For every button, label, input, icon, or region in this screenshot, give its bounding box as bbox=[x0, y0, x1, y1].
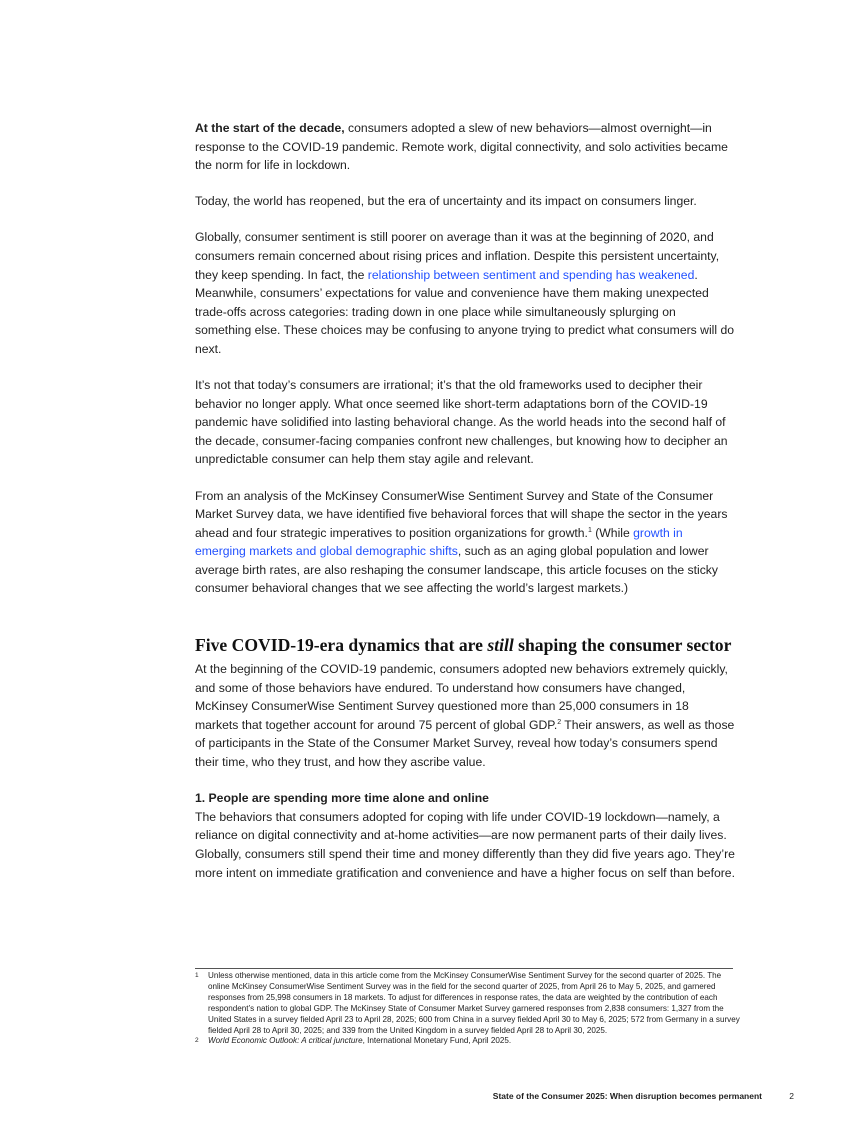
footnote-1: 1 Unless otherwise mentioned, data in this article come from the McKinsey ConsumerWise Sentiment Survey for the second quarter of 2025. The online McKinsey ConsumerWise Sentiment Survey was in the field for the second quarter of 2025, from April 26 to May 5, 2025, and garnered responses from 25,998 consumers in 18 markets. To adjust for differences in response rates, the data are weighted by the contribution of each respondent’s nation to global GDP. The McKinsey State of Consumer Market Survey garnered responses from 2,838 consumers: 1,327 from the United States in a survey fielded April 23 to April 28, 2025; 600 from China in a survey fielded April 30 to May 6, 2025; 572 from Germany in a survey fielded April 28 to April 30, 2025; and 339 from the United Kingdom in a survey fielded April 28 to April 30, 2025. bbox=[195, 971, 740, 1035]
footnote-ref-2[interactable]: 2 bbox=[557, 718, 562, 726]
page-number: 2 bbox=[789, 1091, 794, 1101]
footnote-divider bbox=[195, 968, 733, 969]
footnotes bbox=[195, 971, 740, 1047]
article-body bbox=[195, 119, 735, 900]
subsection-heading-1: 1. People are spending more time alone and online bbox=[195, 791, 489, 806]
intro-paragraph-4: It’s not that today’s consumers are irrational; it’s that the old frameworks used to decipher their behavior no longer apply. What once seemed like short-term adaptations born of the COVID-19 pandemic have solidified into lasting behavioral change. As the world heads into the second half of the decade, consumer-facing companies confront new challenges, but knowing how to decipher an unpredictable consumer can help them stay agile and relevant. bbox=[195, 378, 728, 467]
section-paragraph-1: At the beginning of the COVID-19 pandemic, consumers adopted new behaviors extremely quickly, and some of those behaviors have endured. To understand how consumers have changed, McKinsey ConsumerWise Sentiment Survey questioned more than 25,000 consumers in 18 markets that together account for around 75 percent of global GDP.$^2$ Their answers, as well as those of participants in the State of the Consumer Market Survey, reveal how today’s consumers spend their time, who they trust, and how they ascribe value. bbox=[195, 662, 735, 770]
section-heading: Five COVID-19-era dynamics that are still shaping the consumer sector bbox=[195, 635, 732, 656]
subsection-paragraph-1: The behaviors that consumers adopted for coping with life under COVID-19 lockdown—namely, a reliance on digital connectivity and at-home activities—are now permanent parts of their daily lives. Globally, consumers still spend their time and money differently than they did five years ago. They’re more intent on immediate gratification and convenience and have a higher focus on self than before. bbox=[195, 809, 735, 880]
emerging-markets-link[interactable]: growth in emerging markets and global demographic shifts bbox=[195, 525, 683, 559]
footnote-number: 2 bbox=[195, 1037, 199, 1045]
sentiment-spending-link[interactable]: relationship between sentiment and spending has weakened bbox=[367, 267, 695, 282]
intro-paragraph-3: Globally, consumer sentiment is still poorer on average than it was at the beginning of 2020, and consumers remain concerned about rising prices and inflation. Despite this persistent uncertainty, they keep spending. In fact, the relationship between sentiment and spending has weakened. Meanwhile, consumers’ expectations for value and convenience have them making unexpected trade-offs across categories: trading down in one place while simultaneously splurging on something else. These choices may be confusing to anyone trying to predict what consumers will do next. bbox=[195, 230, 735, 356]
footnote-ref-1[interactable]: 1 bbox=[587, 526, 592, 534]
intro-paragraph-2: Today, the world has reopened, but the era of uncertainty and its impact on consumers linger. bbox=[195, 194, 697, 209]
footnote-number: 1 bbox=[195, 972, 199, 979]
intro-paragraph-1: At the start of the decade, consumers adopted a slew of new behaviors—almost overnight—in response to the COVID-19 pandemic. Remote work, digital connectivity, and solo activities became the norm for life in lockdown. bbox=[195, 121, 728, 173]
lead-in: At the start of the decade, bbox=[195, 121, 345, 135]
footer-title: State of the Consumer 2025: When disruption becomes permanent bbox=[492, 1091, 762, 1101]
footnote-2: 2 World Economic Outlook: A critical juncture, International Monetary Fund, April 2025. bbox=[195, 1036, 512, 1046]
intro-paragraph-5: From an analysis of the McKinsey ConsumerWise Sentiment Survey and State of the Consumer Market Survey data, we have identified five behavioral forces that will shape the sector in the years ahead and four strategic imperatives to position organizations for growth.$^1$ (While growth in emerging markets and global demographic shifts, such as an aging global population and lower average birth rates, are also reshaping the consumer landscape, this article focuses on the sticky consumer behavioral changes that we see affecting the world’s largest markets.) bbox=[195, 488, 728, 596]
